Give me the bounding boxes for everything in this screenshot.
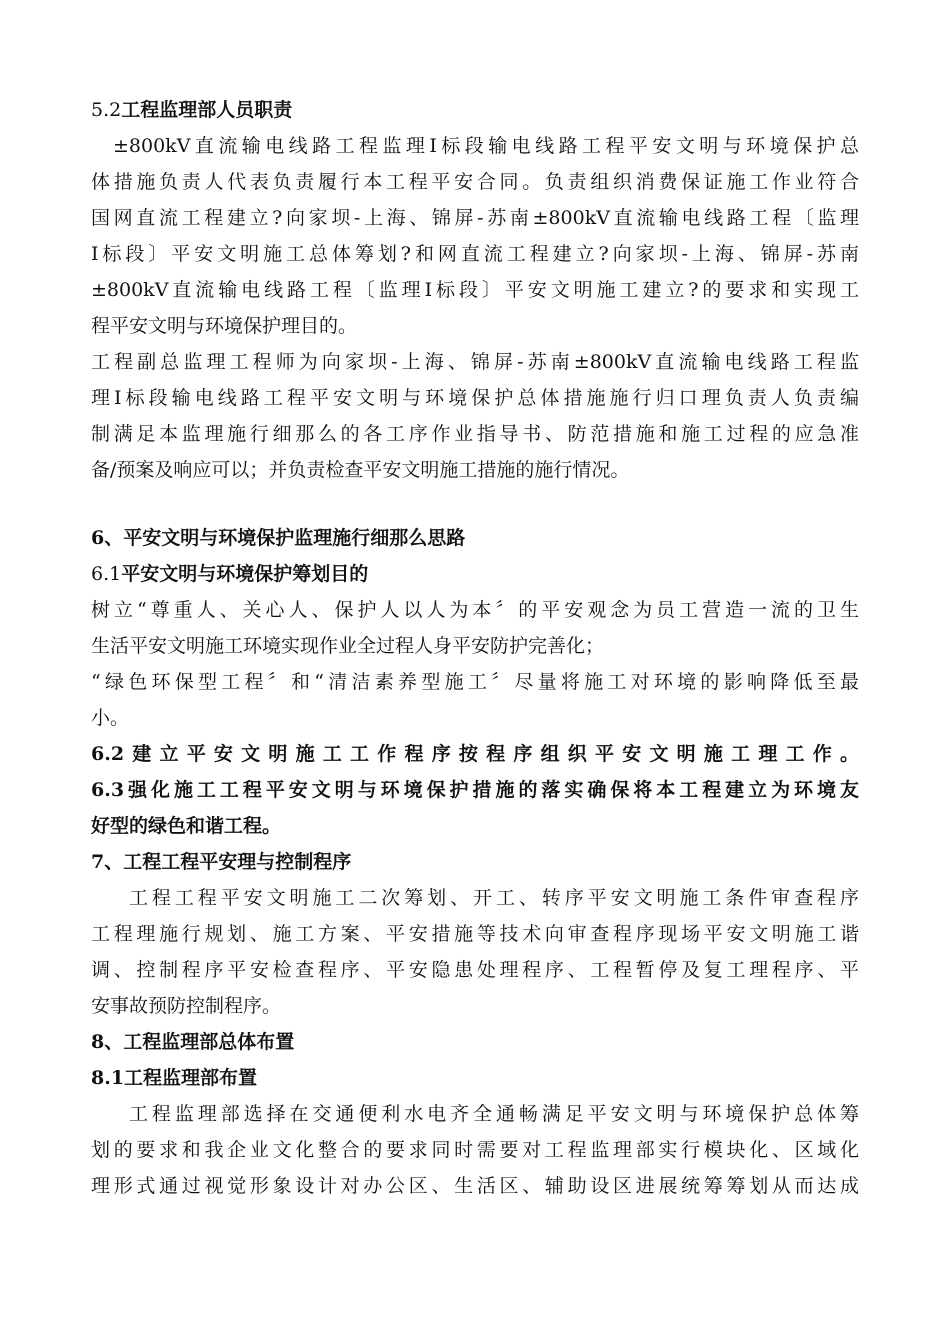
chapter-heading-6: 6、平安文明与环境保护监理施行细那么思路 [91,527,466,549]
section-title: 工程监理部人员职责 [121,99,293,121]
paragraph-line: 树立“尊重人、关心人、保护人以人为本〞的平安观念为员工营造一流的卫生 [91,599,859,621]
paragraph-safety-responsibility [91,128,859,344]
blank-spacer [91,488,859,520]
paragraph-line: 安事故预防控制程序。 [91,995,282,1017]
paragraph-office-layout [91,1096,859,1204]
paragraph-line: 调、控制程序平安检查程序、平安隐患处理程序、工程暂停及复工理程序、平 [91,959,859,981]
paragraph-line: 工程副总监理工程师为向家坝-上海、锦屏-苏南±800kV直流输电线路工程监 [91,351,859,373]
paragraph-line: 程平安文明与环境保护理目的。 [91,315,358,337]
heading-line: 6.3强化施工工程平安文明与环境保护措施的落实确保将本工程建立为环境友 [91,779,859,801]
paragraph-line: 体措施负责人代表负责履行本工程平安合同。负责组织消费保证施工作业符合 [91,171,859,193]
paragraph-line: 小。 [91,707,130,729]
paragraph-line: ±800kV直流输电线路工程〔监理Ⅰ标段〕平安文明施工建立?的要求和实现工 [91,279,859,301]
section-heading-6-2: 6.2建立平安文明施工工作程序按程序组织平安文明施工理工作。 [91,743,859,765]
section-number: 5.2 [91,99,122,121]
paragraph-line: “绿色环保型工程〞和“清洁素养型施工〞尽量将施工对环境的影响降低至最 [91,671,859,693]
paragraph-line: 理Ⅰ标段输电线路工程平安文明与环境保护总体措施施行归口理负责人负责编 [91,387,859,409]
paragraph-deputy-chief [91,344,859,488]
paragraph-green-project [91,664,859,736]
section-heading-8-1: 8.1工程监理部布置 [91,1067,258,1089]
chapter-heading-7: 7、工程工程平安理与控制程序 [91,851,352,873]
section-number: 6.1 [91,563,122,585]
heading-line: 好型的绿色和谐工程。 [91,815,282,837]
paragraph-line: 生活平安文明施工环境实现作业全过程人身平安防护完善化； [91,635,605,657]
paragraph-line: 划的要求和我企业文化整合的要求同时需要对工程监理部实行模块化、区域化 [91,1139,859,1161]
section-heading-6-3 [91,772,859,844]
paragraph-line: 理形式通过视觉形象设计对办公区、生活区、辅助设区进展统筹筹划从而达成 [91,1175,859,1197]
paragraph-line: 工程监理部选择在交通便利水电齐全通畅满足平安文明与环境保护总体筹 [129,1103,859,1125]
paragraph-line: Ⅰ标段〕平安文明施工总体筹划?和网直流工程建立?向家坝-上海、锦屏-苏南 [91,243,859,265]
paragraph-line: ±800kV直流输电线路工程监理Ⅰ标段输电线路工程平安文明与环境保护总 [113,135,859,157]
section-title: 平安文明与环境保护筹划目的 [121,563,369,585]
paragraph-line: 备/预案及响应可以；并负责检查平安文明施工措施的施行情况。 [91,459,630,481]
document-page [91,92,859,1204]
section-heading-5-2 [91,92,859,128]
paragraph-people-first [91,592,859,664]
paragraph-line: 制满足本监理施行细那么的各工序作业指导书、防范措施和施工过程的应急准 [91,423,859,445]
paragraph-line: 工程工程平安文明施工二次筹划、开工、转序平安文明施工条件审查程序 [129,887,859,909]
paragraph-control-procedures [91,880,859,1024]
section-heading-6-1 [91,556,859,592]
chapter-heading-8: 8、工程监理部总体布置 [91,1031,295,1053]
paragraph-line: 工程理施行规划、施工方案、平安措施等技术向审查程序现场平安文明施工谐 [91,923,859,945]
paragraph-line: 国网直流工程建立?向家坝-上海、锦屏-苏南±800kV直流输电线路工程〔监理 [91,207,859,229]
